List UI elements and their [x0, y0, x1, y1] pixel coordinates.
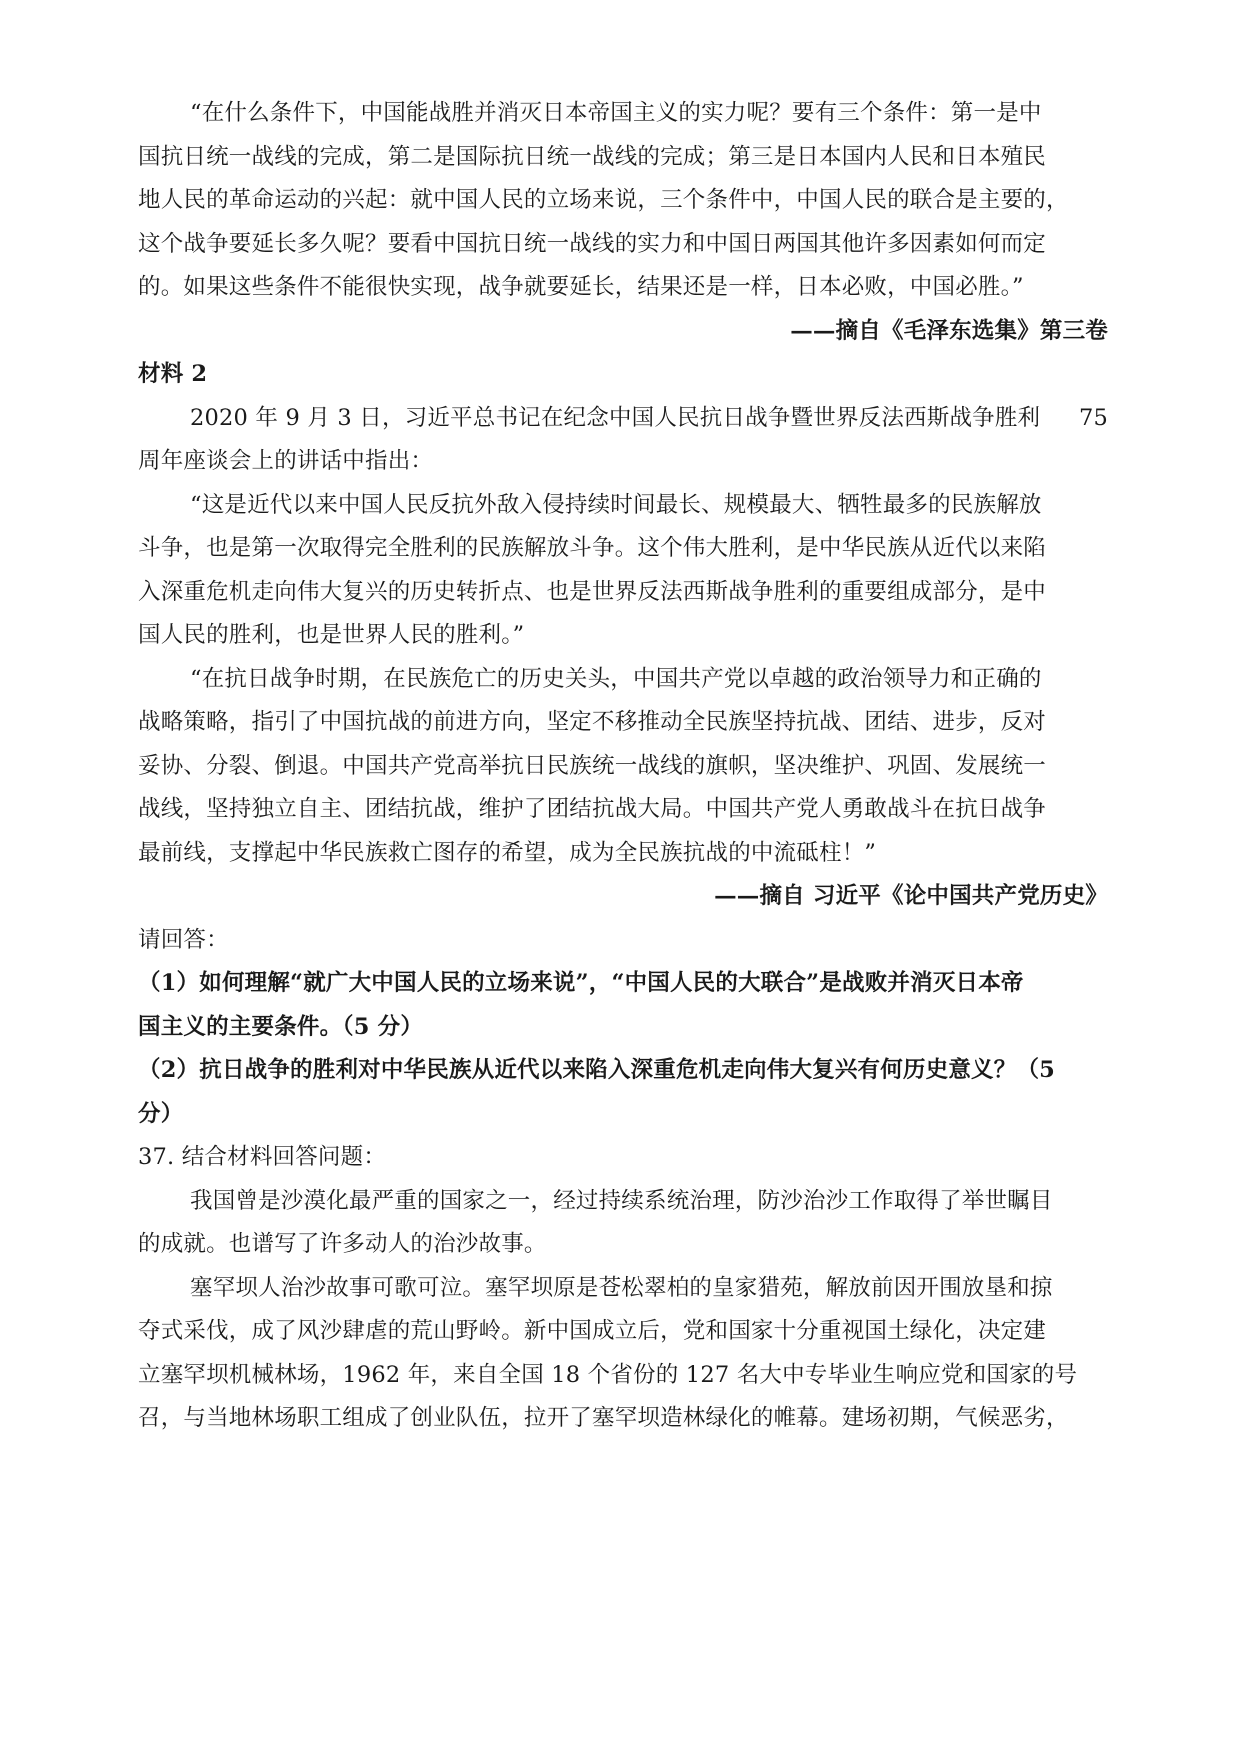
material2-quote1-line: “这是近代以来中国人民反抗外敌入侵持续时间最长、规模最大、牺牲最多的民族解放: [190, 491, 1042, 518]
question2-line: 分）: [138, 1100, 184, 1127]
document-page: [138, 92, 1108, 1441]
material2-source: ——摘自 习近平《论中国共产党历史》: [714, 883, 1108, 909]
material1-line: 这个战争要延长多久呢？要看中国抗日统一战线的实力和中国日两国其他许多因素如何而定: [138, 230, 1047, 257]
material2-intro-text: 2020 年 9 月 3 日，习近平总书记在纪念中国人民抗日战争暨世界反法西斯战争胜利: [190, 404, 1041, 431]
material2-quote2-line: 妥协、分裂、倒退。中国共产党高举抗日民族统一战线的旗帜，坚决维护、巩固、发展统一: [138, 752, 1047, 779]
material2-heading: 材料 2: [138, 361, 208, 387]
material2-quote2-line: 战略策略，指引了中国抗战的前进方向，坚定不移推动全民族坚持抗战、团结、进步，反对: [138, 709, 1047, 735]
q37-line: 的成就。也谱写了许多动人的治沙故事。: [138, 1231, 547, 1257]
q37-story-line: 召，与当地林场职工组成了创业队伍，拉开了塞罕坝造林绿化的帷幕。建场初期，气候恶劣，: [138, 1405, 1069, 1431]
q37-story-line: 塞罕坝人治沙故事可歌可泣。塞罕坝原是苍松翠柏的皇家猎苑，解放前因开围放垦和掠: [190, 1274, 1053, 1301]
material1-source: ——摘自《毛泽东选集》第三卷: [790, 317, 1108, 344]
material2-quote2-line: 战线，坚持独立自主、团结抗战，维护了团结抗战大局。中国共产党人勇敢战斗在抗日战争: [138, 796, 1047, 822]
material1-line: 的。如果这些条件不能很快实现，战争就要延长，结果还是一样，日本必败，中国必胜。”: [138, 274, 1024, 300]
q37-line: 我国曾是沙漠化最严重的国家之一，经过持续系统治理，防沙治沙工作取得了举世瞩目: [190, 1187, 1053, 1214]
material2-intro-line1: [138, 397, 1108, 441]
material2-quote2-line: “在抗日战争时期，在民族危亡的历史关头，中国共产党以卓越的政治领导力和正确的: [190, 665, 1042, 692]
questions-prompt: 请回答：: [138, 926, 229, 953]
material1-line: 国抗日统一战线的完成，第二是国际抗日统一战线的完成；第三是日本国内人民和日本殖民: [138, 143, 1047, 170]
material2-quote1-line: 国人民的胜利，也是世界人民的胜利。”: [138, 622, 525, 648]
q37-story-line: 立塞罕坝机械林场，1962 年，来自全国 18 个省份的 127 名大中专毕业生响应党和国家的号: [138, 1361, 1078, 1388]
material2-quote1-line: 入深重危机走向伟大复兴的历史转折点、也是世界反法西斯战争胜利的重要组成部分，是中: [138, 578, 1047, 605]
q37-story-line: 夺式采伐，成了风沙肆虐的荒山野岭。新中国成立后，党和国家十分重视国土绿化，决定建: [138, 1318, 1047, 1344]
material1-line: 地人民的革命运动的兴起：就中国人民的立场来说，三个条件中，中国人民的联合是主要的，: [138, 187, 1069, 213]
question1-line: （1）如何理解“就广大中国人民的立场来说”，“中国人民的大联合”是战败并消灭日本帝: [138, 970, 1024, 996]
material2-quote2-line: 最前线，支撑起中华民族救亡图存的希望，成为全民族抗战的中流砥柱！”: [138, 839, 877, 866]
material1-line: “在什么条件下，中国能战胜并消灭日本帝国主义的实力呢？要有三个条件：第一是中: [190, 100, 1042, 126]
question1-line: 国主义的主要条件。（5 分）: [138, 1013, 424, 1040]
material2-intro-number: 75: [1078, 404, 1108, 431]
question2-line: （2）抗日战争的胜利对中华民族从近代以来陷入深重危机走向伟大复兴有何历史意义？（5: [138, 1057, 1056, 1083]
material2-intro-line2: 周年座谈会上的讲话中指出：: [138, 448, 434, 474]
material2-quote1-line: 斗争，也是第一次取得完全胜利的民族解放斗争。这个伟大胜利，是中华民族从近代以来陷: [138, 535, 1047, 561]
q37-heading: 37. 结合材料回答问题：: [138, 1144, 387, 1170]
